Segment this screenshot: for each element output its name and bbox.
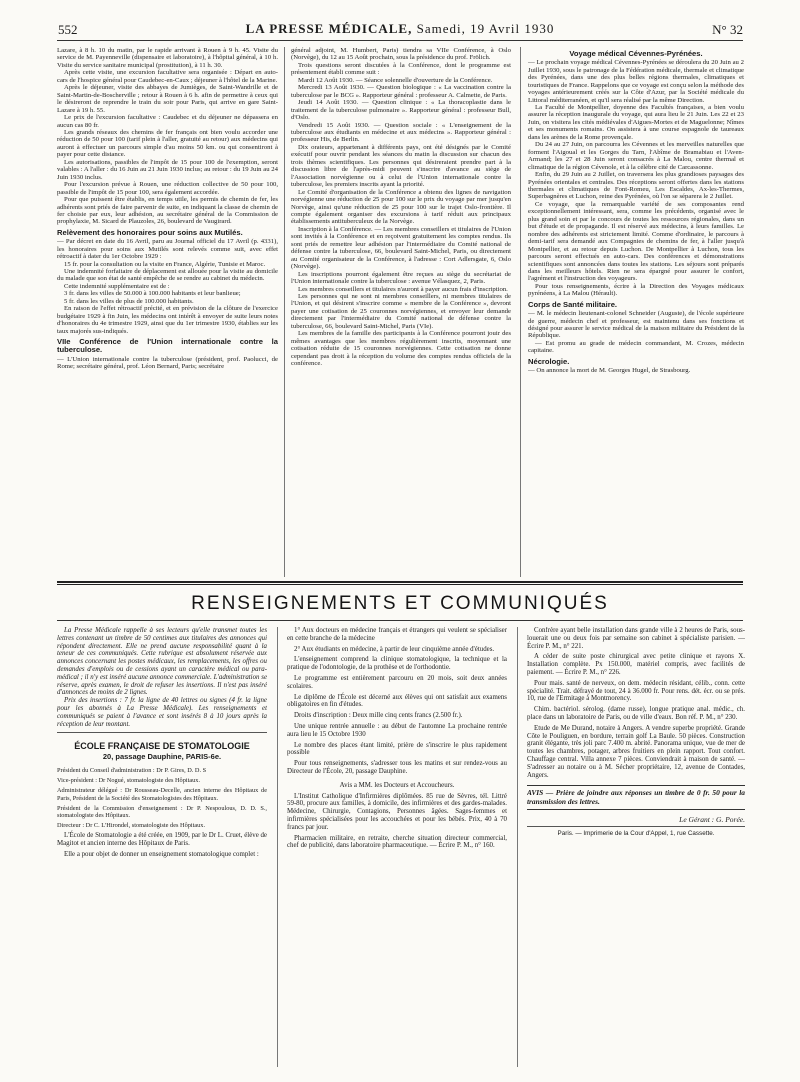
editorial-notice	[57, 627, 267, 733]
paragraph: Une unique rentrée annuelle : au début de l'automne La prochaine rentrée aura lieu le 15 Octobre 1930	[287, 722, 507, 738]
column-separator	[284, 47, 285, 577]
paragraph: Le prix de l'excursion facultative : Caudebec et du déjeuner ne dépassera en aucun cas 80 fr.	[57, 114, 278, 129]
paragraph: Les membres de la famille des participants à la Conférence pourront jouir des mêmes avantages que les membres régulièrement inscrits, moyennant une cotisation réduite de 15 couronnes norvégiennes. Cette cotisation ne donne cependant pas droit à la réception du volume des comptes rendus officiels de la conférence.	[291, 330, 511, 368]
paragraph: général adjoint, M. Humbert, Paris) tiendra sa VIIe Conférence, à Oslo (Norvège), du 12 au 15 Août prochain, sous la présidence du prof. Frölich.	[291, 47, 511, 62]
paragraph: Le Comité d'organisation de la Conférence a obtenu des lignes de navigation norvégienne une réduction de 25 pour 100 sur le prix du voyage par mer jusqu'en Norvège, ainsi qu'une réduction de 25 pour 100 sur le trajet Oslo-frontière. Il compte également organiser des excursions à tarif réduit aux principaux établissements antituberculeux de la Norvège.	[291, 188, 511, 226]
staff-line: Vice-président : Dr Nogué, stomatologiste des Hôpitaux.	[57, 777, 201, 785]
paragraph: Pour tous renseignements, s'adresser tous les matins et sur rendez-vous au Directeur de l'École, 20, passage Dauphine.	[287, 760, 507, 775]
column-right	[528, 47, 744, 577]
paragraph: Pour que puissent être établis, en temps utile, les permis de chemin de fer, les adhérents sont priés de faire parvenir de suite, en indiquant la classe de chemin de fer choisie par eux, leur adhésion, au secrétaire général de la Commission de prophylaxie, M. Sicard de Plauzoles, 26, boulevard de Vaugirard.	[57, 196, 278, 226]
paragraph: 1° Aux docteurs en médecine français et étrangers qui veulent se spécialiser en cette branche de la médecine	[287, 627, 507, 642]
paragraph: Du 24 au 27 Juin, on parcourra les Cévennes et les merveilles naturelles que forment l'Aigoual et les Gorges du Tarn, l'Abîme de Bramabiau et l'Aven-Armand; les 27 et 28 Juin seront consacrés à La Malou, centre thermal et climatique de la région Cévenole, et à la célèbre cité de Carcassonne.	[528, 141, 744, 171]
section-rule	[57, 581, 743, 583]
school-title: ÉCOLE FRANÇAISE DE STOMATOLOGIE	[74, 741, 250, 752]
paragraph: — On annonce la mort de M. Georges Hugel, de Strasbourg.	[528, 367, 691, 375]
paragraph: Lazare, à 8 h. 10 du matin, par le rapide arrivant à Rouen à 9 h. 45. Visite du service de M. Payenneville (dispensaire et laboratoire), à l'hôpital général, à 10 h. Visite du service sanitaire municipal (prostitution), à 11 h. 30.	[57, 47, 278, 69]
classified-ad: L'Institut Catholique d'Infirmières diplômées. 85 rue de Sèvres, tél. Littré 59-80, procure aux familles, à domicile, des infirmières et des gardes-malades. Médecine, Chirurgie, Contagions, Personnes âgées. Sages-femmes et infirmières spécialisées pour les accouchées et pour les bébés. Prix, 40 à 70 francs par jour.	[287, 792, 507, 831]
classified-ad: Confrère ayant belle installation dans grande ville à 2 heures de Paris, sous-louerait une ou deux fois par semaine son cabinet à spécialiste parisien. — Écrire P. M., n° 221.	[527, 627, 745, 650]
paragraph: Dix orateurs, appartenant à différents pays, ont été désignés par le Comité exécutif pour ouvrir pendant les séances du matin la discussion sur chacun des trois thèmes scientifiques. Les personnes qui désireraient prendre part à la discussion libre de l'après-midi peuvent s'inscrire d'avance au siège de l'Association norvégienne ou à celui de l'Union internationale contre la tuberculose, les premiers inscrits ayant la priorité.	[291, 143, 511, 189]
paragraph: L'École de Stomatologie a été créée, en 1909, par le Dr L. Cruet, élève de Magitot et ancien interne des Hôpitaux de Paris.	[57, 832, 267, 848]
paragraph: Les personnes qui ne sont ni membres conseillers, ni membres titulaires de l'Union, et qui désirent s'inscrire comme « membre de la Conférence », devront payer une cotisation de 25 couronnes norvégiennes, et envoyer leur demande directement par l'intermédiaire du Comité national de défense contre la tuberculose, 66, boulevard Saint-Michel, Paris (VIe).	[291, 292, 511, 330]
paragraph: — L'Union internationale contre la tuberculose (président, prof. Paolucci, de Rome; secrétaire général, prof. Léon Bernard, Paris; secrétaire	[57, 355, 278, 371]
classifieds-column-middle	[287, 627, 507, 1067]
staff-line: Président du Conseil d'administration : Dr P. Gires, D. D. S	[57, 766, 207, 774]
paragraph: — Le prochain voyage médical Cévennes-Pyrénées se déroulera du 20 Juin au 2 Juillet 1930, sous le patronage de la Fédération médicale, thermale et climatique des Pyrénées, dans une des plus belles régions thermales, climatiques et touristiques de France. Rappelons que ce voyage est conçu selon la méthode des voyages antérieurement créés sur la Côte d'Azur, par la Société médicale du Littoral méditerranéen, et qu'il sera réalisé par la même Direction.	[528, 59, 744, 104]
paragraph: Trois questions seront discutées à la Conférence, dont le programme est présentement établi comme suit :	[291, 61, 511, 77]
notice-prices: Prix des insertions : 7 fr. la ligne de 40 lettres ou signes (4 fr. la ligne pour les abonnés à La Presse Médicale). Les renseignements et communiqués se paient à l'avance et sont insérés 8 à 10 jours après la réception de leur montant.	[57, 697, 267, 728]
column-separator	[520, 47, 521, 577]
classified-ad: Etude de Me Durand, notaire à Angers. A vendre superbe propriété. Grande Côte le Pouliguen, en bordure, terrain golf La Baule. 50 pièces. Construction granit élégante, très joli parc 7.400 m. abrité. Panorama unique, vue de mer de toutes les chambres, potager, arbres fruitiers en plein rapport. Tout confort. Chauffage central. Villa annexe 7 pièces. Conviendrait à maison de santé. — S'adresser au notaire ou à M. Sécher propriétaire, 12, avenue de Contades, Angers.	[527, 724, 745, 779]
paragraph: Le programme est entièrement parcouru en 20 mois, soit deux années scolaires.	[287, 674, 507, 690]
section-rule	[57, 584, 743, 585]
school-address: 20, passage Dauphine, PARIS-6e.	[102, 752, 222, 762]
paragraph: — M. le médecin lieutenant-colonel Schneider (Auguste), de l'école supérieure de guerre, médecin chef et professeur, est maintenu dans ses fonctions et désigné pour assurer le service médical de la maison militaire du Président de la République.	[528, 310, 744, 340]
page-number: 552	[58, 22, 78, 37]
issue-number: N° 32	[712, 22, 743, 37]
paragraph: Après le déjeuner, visite des abbayes de Jumièges, de Saint-Wandrille et de Saint-Martin-de-Boscherville ; retour à Rouen à 6 h. afin de permettre à ceux qui le désireront de reprendre le train du soir pour Paris, qui arrive en gare Saint-Lazare à 19 h. 55.	[57, 84, 278, 114]
paragraph: Mercredi 13 Août 1930. — Question biologique : « La vaccination contre la tuberculose par le BCG ». Rapporteur général : professeur A. Calmette, de Paris.	[291, 84, 511, 99]
section-title: RENSEIGNEMENTS ET COMMUNIQUÉS	[191, 593, 609, 614]
classified-ad: Pour mais. santé de nerveux, on dem. médecin résidant, célib., conn. cette spécialité. Trait. défrayé de tout, 24 à 36.000 fr. Pour rens. dét. écr. ou se prés. 10, rue de l'Ermitage à Montmorency.	[527, 679, 745, 703]
paragraph: — Par décret en date du 16 Avril, paru au Journal officiel du 17 Avril (p. 4331), les honoraires pour soins aux Mutilés sont relevés comme suit, avec effet rétroactif à dater du 1er Octobre 1929 :	[57, 238, 278, 261]
article-heading: VIIe Conférence de l'Union internationale contre la tuberculose.	[57, 337, 278, 355]
paragraph: La Faculté de Montpellier, doyenne des Facultés françaises, a bien voulu assurer la réception inaugurale du voyage, qui aura lieu le 21 Juin. Les 22 et 23 Juin, on visitera les cités médiévales d'Aigues-Mortes et de Maguelonne; Nîmes et ses monuments romains. On assistera à une course espagnole de taureaux dans les arènes de la Rome provençale.	[528, 104, 744, 141]
paragraph: 15 fr. pour la consultation ou la visite en France, Algérie, Tunisie et Maroc.	[64, 260, 266, 268]
paragraph: Mardi 12 Août 1930. — Séance solennelle d'ouverture de la Conférence.	[298, 76, 493, 84]
paragraph: Cette indemnité supplémentaire est de :	[64, 282, 170, 290]
classifieds-column-right	[527, 627, 745, 1067]
paragraph: Inscription à la Conférence. — Les membres conseillers et titulaires de l'Union sont invités à la Conférence et en reçoivent gratuitement les comptes rendus. Ils sont priés de remettre leur adhésion par l'intermédiaire du Comité national de défense contre la tuberculose, 66, boulevard Saint-Michel, Paris, ou directement au Comité organisateur de la Conférence, à l'adresse : Cort Adlersgate, 6, Oslo (Norvège).	[291, 225, 511, 271]
issue-date: Samedi, 19 Avril 1930	[416, 21, 555, 36]
paragraph: Pour tous renseignements, écrire à la Direction des Voyages médicaux pyrénéens, à La Malou (Hérault).	[528, 282, 744, 298]
printer-line: Paris. — Imprimerie de la Cour d'Appel, 1, rue Cassette.	[527, 826, 745, 838]
column-middle	[291, 47, 511, 577]
paragraph: 2° Aux étudiants en médecine, à partir de leur cinquième année d'études.	[294, 645, 495, 653]
paragraph: 5 fr. dans les villes de plus de 100.000 habitants.	[64, 297, 194, 305]
paragraph: Enfin, du 29 Juin au 2 Juillet, on traversera les plus grandioses paysages des Pyrénées orientales et centrales. Des réceptions seront offertes dans les stations thermales et climatiques de Font-Romeu, Les Escaldes, Ax-les-Thermes, Superbagnères et Luchon, reine des Pyrénées, où l'on se séparera le 2 Juillet.	[528, 171, 744, 201]
article-heading: Voyage médical Cévennes-Pyrénées.	[569, 49, 703, 58]
staff-line: Directeur : Dr C. L'Hirondel, stomatologiste des Hôpitaux.	[57, 822, 206, 830]
paragraph: Les autorisations, passibles de l'impôt de 15 pour 100 de l'exemption, seront valables : A l'aller : du 16 Juin au 21 Juin 1930 inclus; au retour : du 19 Juin au 24 Juin 1930 inclus.	[57, 158, 278, 181]
paragraph: 3 fr. dans les villes de 50.000 à 100.000 habitants et leur banlieue;	[64, 290, 241, 298]
column-left	[57, 47, 278, 577]
paragraph: Elle a pour objet de donner un enseignement stomatologique complet :	[64, 850, 259, 858]
classified-ad: Chim. bactériol. sérolog. (dame russe), longue pratique anal. médic., ch. place dans un laboratoire de Paris, ou de ville d'eaux. Bon réf. P. M., n° 230.	[527, 706, 745, 721]
running-title	[0, 21, 800, 37]
staff-line: Administrateur délégué : Dr Rousseau-Decelle, ancien interne des Hôpitaux de Paris, Président de la Société des Stomatologistes des Hôpitaux.	[57, 787, 267, 802]
journal-name: LA PRESSE MÉDICALE,	[245, 21, 413, 36]
page-header	[0, 0, 800, 42]
paragraph: Droits d'inscription : Deux mille cinq cents francs (2.500 fr.).	[294, 712, 463, 720]
article-heading: Corps de Santé militaire.	[528, 299, 618, 309]
section-rule	[57, 620, 743, 621]
paragraph: Ce voyage, que la remarquable variété de ses composantes rend exceptionnellement intéressant, sera, comme les précédents, organisé avec le plus grand soin et par le concours de toutes les ressources régionales, dans un but d'étude et de propagande. Il est réservé aux médecins, à leurs familles. Le nombre des adhérents est strictement limité. Comme d'ordinaire, le parcours à demi-tarif sera demandé aux Compagnies de chemins de fer, à l'aller jusqu'à Montpellier, et au retour depuis Luchon. De Montpellier à Luchon, tous les parcours seront effectués en auto-cars. Des conférences et démonstrations scientifiques sont annoncées dans toutes les stations. Les séjours sont préparés dans les meilleurs hôtels. Rien ne sera épargné pour assurer le confort, l'agrément et l'instruction des voyageurs.	[528, 200, 744, 283]
paragraph: Les inscriptions pourront également être reçues au siège du secrétariat de l'Union internationale contre la tuberculose : avenue Vélasquez, 2, Paris.	[291, 270, 511, 286]
article-heading: Nécrologie.	[528, 356, 570, 366]
paragraph: Le nombre des places étant limité, prière de s'inscrire le plus rapidement possible	[287, 741, 507, 757]
paragraph: En raison de l'effet rétroactif précité, et en prévision de la clôture de l'exercice budgétaire 1929 à fin Juin, les médecins ont intérêt à envoyer de suite leurs notes d'honoraires du 4e trimestre 1929, ainsi que du 1er trimestre 1930, établies sur les taux majorés sus-indiqués.	[57, 305, 278, 335]
paragraph: Pour l'excursion prévue à Rouen, une réduction collective de 50 pour 100, passible de l'impôt de 15 pour 100, sera également accordée.	[57, 181, 278, 196]
notice-text: La Presse Médicale rappelle à ses lecteurs qu'elle transmet toutes les lettres contenant un timbre de 50 centimes aux titulaires des annonces qui répondent directement. Elle ne prend aucune responsabilité quant à la teneur de ces communiqués. Cette rubrique est absolument réservée aux annonces concernant les postes médicaux, les remplacements, les offres ou demandes d'emplois ou de cessions ayant un caractère médical ou para-médical ; il n'y est inséré aucune annonce commerciale. L'administration se réserve, après examen, le droit de refuser les insertions. Il n'est pas inséré d'annonces de moins de 2 lignes.	[57, 627, 267, 697]
paragraph: Le diplôme de l'École est décerné aux élèves qui ont satisfait aux examens obligatoires en fin d'études.	[287, 693, 507, 709]
paragraph: Les grands réseaux des chemins de fer français ont bien voulu accorder une réduction de 50 pour 100 (tarif plein à l'aller, gratuité au retour) aux médecins qui auront à effectuer un parcours simple d'au moins 50 km. ou qui consentiront à payer pour cette distance.	[57, 128, 278, 159]
classifieds-column-left	[57, 627, 267, 1067]
classified-ad: A céder de suite poste chirurgical avec petite clinique et rayons X. Installation complète. Px 150.000, matériel compris, avec facilités de paiement. — Écrire P. M., n° 226.	[527, 653, 745, 676]
column-separator	[277, 627, 278, 1067]
paragraph: Les membres conseillers et titulaires n'auront à payer aucun frais d'inscription.	[298, 285, 508, 293]
avis-box: AVIS — Prière de joindre aux réponses un timbre de 0 fr. 50 pour la transmission des lettres.	[527, 785, 745, 809]
paragraph: — Est promu au grade de médecin commandant, M. Crozes, médecin capitaine.	[528, 339, 744, 355]
notice-heading: Avis a MM. les Docteurs et Accoucheurs.	[339, 781, 455, 789]
paragraph: Vendredi 15 Août 1930. — Question sociale : « L'enseignement de la tuberculose aux étudiants en médecine et aux médecins ». Rapporteur général : professeur His, de Berlin.	[291, 121, 511, 144]
header-rule	[57, 40, 743, 41]
paragraph: Jeudi 14 Août 1930. — Question clinique : « La thoracoplastie dans le traitement de la tuberculose pulmonaire ». Rapporteur général : professeur Bull, d'Oslo.	[291, 99, 511, 122]
classified-ad: Pharmacien militaire, en retraite, cherche situation directeur commercial, chef de publicité, dans laboratoire pharmaceutique. — Écrire P. M., n° 160.	[287, 834, 507, 850]
paragraph: Une indemnité forfaitaire de déplacement est allouée pour la visite au domicile du malade que son état de santé empêche de se rendre au cabinet du médecin.	[57, 267, 278, 283]
paragraph: L'enseignement comprend la clinique stomatologique, la technique et la pratique de l'odontologie, de la prothèse et de l'orthodontie.	[287, 656, 507, 672]
paragraph: Après cette visite, une excursion facultative sera organisée : Départ en auto-cars de l'hospice général pour Caudebec-en-Caux ; déjeuner à l'hôtel de la Marine.	[57, 69, 278, 84]
manager-signature: Le Gérant : G. Porée.	[679, 814, 745, 824]
article-heading: Relèvement des honoraires pour soins aux Mutilés.	[57, 227, 243, 237]
column-separator	[517, 627, 518, 1067]
staff-line: Président de la Commission d'enseignement : Dr P. Nespoulous, D. D. S., stomatologiste des Hôpitaux.	[57, 804, 267, 819]
